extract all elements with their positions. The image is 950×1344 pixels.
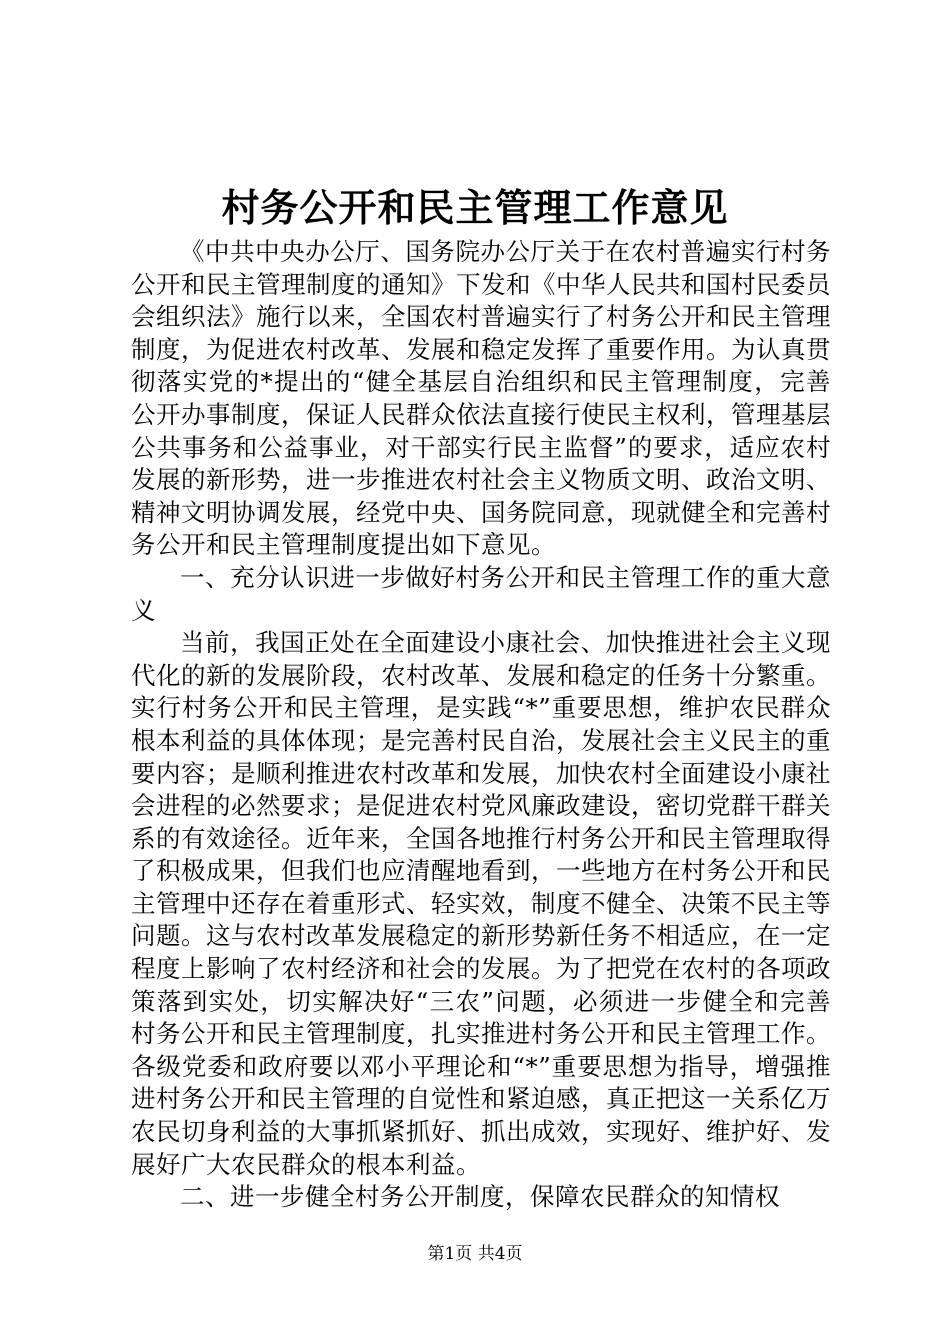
page-number-footer: 第1页 共4页 [427, 1244, 523, 1264]
section-heading-2: 二、进一步健全村务公开制度，保障农民群众的知情权 [180, 1182, 780, 1212]
document-body [131, 236, 831, 1214]
paragraph-section-1: 当前，我国正处在全面建设小康社会、加快推进社会主义现代化的新的发展阶段，农村改革、发展和稳定的任务十分繁重。实行村务公开和民主管理，是实践“*”重要思想，维护农民群众根本利益的具体体现；是完善村民自治，发展社会主义民主的重要内容；是顺利推进农村改革和发展，加快农村全面建设小康社会进程的必然要求；是促进农村党风廉政建设，密切党群干群关系的有效途径。近年来，全国各地推行村务公开和民主管理取得了积极成果，但我们也应清醒地看到，一些地方在村务公开和民主管理中还存在着重形式、轻实效，制度不健全、决策不民主等问题。这与农村改革发展稳定的新形势新任务不相适应，在一定程度上影响了农村经济和社会的发展。为了把党在农村的各项政策落到实处，切实解决好“三农”问题，必须进一步健全和完善村务公开和民主管理制度，扎实推进村务公开和民主管理工作。各级党委和政府要以邓小平理论和“*”重要思想为指导，增强推进村务公开和民主管理的自觉性和紧迫感，真正把这一关系亿万农民切身利益的大事抓紧抓好、抓出成效，实现好、维护好、发展好广大农民群众的根本利益。 [131, 628, 831, 1179]
section-heading-1: 一、充分认识进一步做好村务公开和民主管理工作的重大意义 [131, 562, 831, 625]
document-title: 村务公开和民主管理工作意见 [221, 185, 729, 230]
paragraph-intro: 《中共中央办公厅、国务院办公厅关于在农村普遍实行村务公开和民主管理制度的通知》下发和《中华人民共和国村民委员会组织法》施行以来，全国农村普遍实行了村务公开和民主管理制度，为促进农村改革、发展和稳定发挥了重要作用。为认真贯彻落实党的*提出的“健全基层自治组织和民主管理制度，完善公开办事制度，保证人民群众依法直接行使民主权利，管理基层公共事务和公益事业，对干部实行民主监督”的要求，适应农村发展的新形势，进一步推进农村社会主义物质文明、政治文明、精神文明协调发展，经党中央、国务院同意，现就健全和完善村务公开和民主管理制度提出如下意见。 [131, 237, 831, 560]
